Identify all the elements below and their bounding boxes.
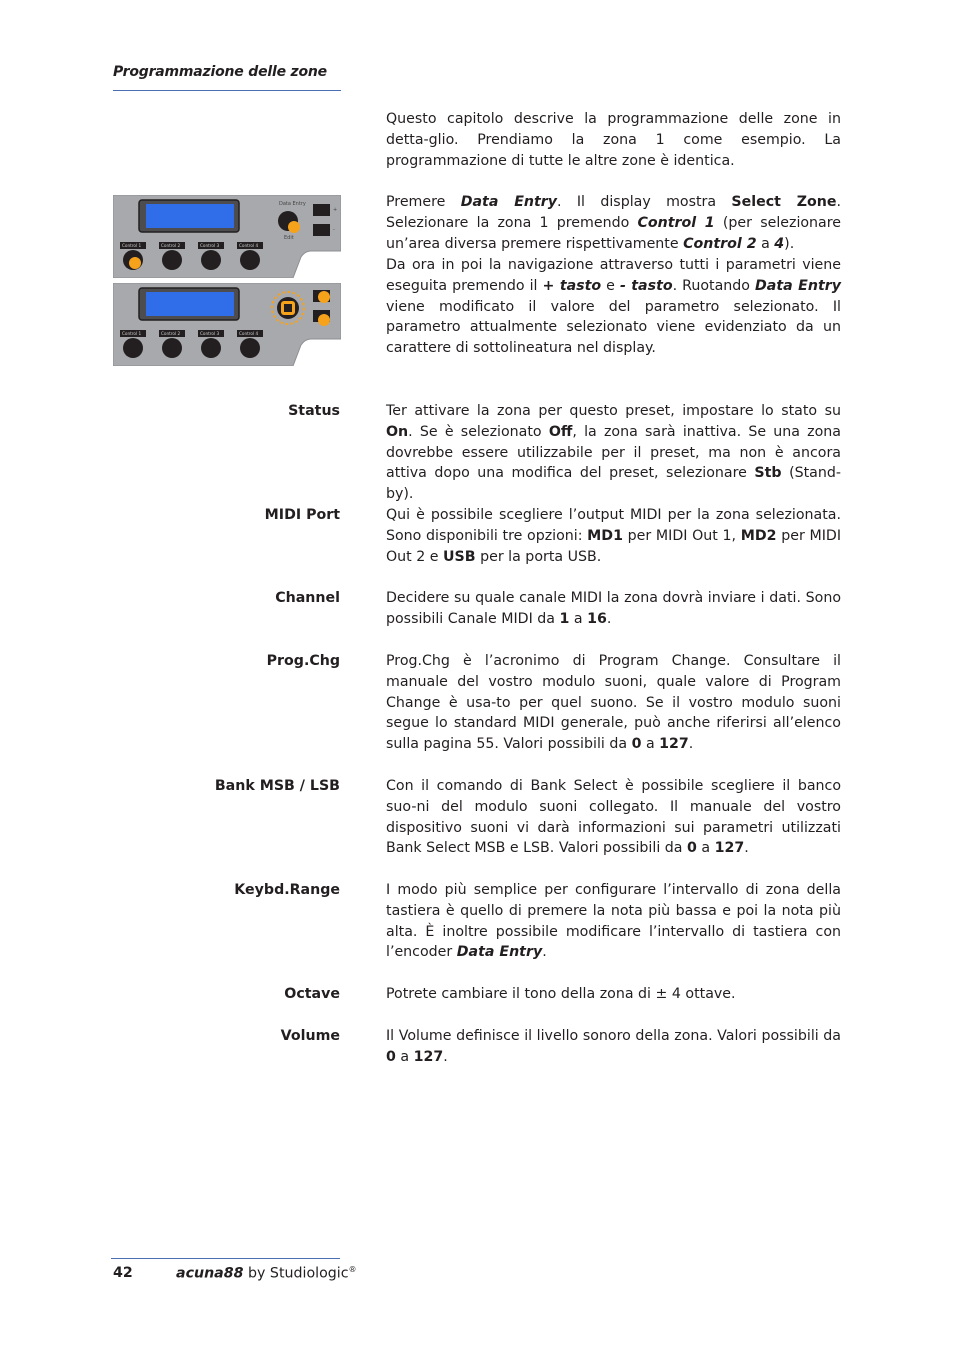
text-run: Il Volume definisce il livello sonoro della zona. Valori possibili da — [386, 1028, 841, 1044]
svg-text:+: + — [333, 207, 338, 213]
intro-paragraph-1 — [386, 109, 841, 171]
text-run: 127 — [413, 1048, 444, 1065]
header-rule — [113, 90, 341, 91]
text-run: Con il comando di Bank Select è possibile scegliere il banco suo-ni del modulo suoni collegato. Il manuale del vostro dispositivo suoni vi darà informazioni sui parametri utilizzati Bank Select MSB e LSB. Valori possibili da — [386, 778, 841, 857]
text-run: MD1 — [587, 527, 623, 544]
lcd-display — [146, 204, 234, 228]
text-run: Da ora in poi la navigazione attraverso tutti i parametri viene eseguita premendo il — [386, 257, 841, 294]
text-run: . — [443, 1048, 448, 1065]
text-prog-chg — [386, 651, 841, 755]
text-run: I modo più semplice per configurare l’intervallo di zona della tastiera è quello di premere la nota più bassa e poi la nota più alta. È inoltre possibile modificare l’intervallo di tastiera con l’encoder — [386, 882, 841, 961]
text-run: a — [569, 610, 588, 627]
text-run: viene modificato il valore del parametro selezionato. Il parametro attualmente selezionato viene evidenziato da un carattere di sottolineatura nel display. — [386, 298, 841, 357]
text-run: Data Entry — [755, 277, 841, 294]
text-run: Decidere su quale canale MIDI la zona dovrà inviare i dati. Sono possibili Canale MIDI da — [386, 590, 841, 627]
text-run: Off — [548, 423, 573, 440]
label-prog-chg: Prog.Chg — [266, 653, 340, 669]
minus-button — [313, 224, 330, 236]
text-run: 0 — [386, 1048, 396, 1065]
text-run: Questo capitolo descrive la programmazione delle zone in detta-glio. Prendiamo la zona 1 come esempio. La programmazione di tutte le altre zone è identica. — [386, 111, 841, 169]
text-bank-msb-lsb — [386, 776, 841, 859]
text-run: , la zona sarà inattiva. Se una zona dovrebbe essere utilizzabile per il preset, ma non è ancora attiva dopo una modifica del preset, selezionare — [386, 423, 841, 482]
registered-mark: ® — [348, 1265, 357, 1274]
text-run: MD2 — [740, 527, 777, 544]
text-run: 0 — [686, 840, 697, 857]
text-run: a — [756, 235, 775, 252]
text-keybd-range — [386, 880, 841, 963]
svg-text:-: - — [333, 227, 335, 233]
text-run: (Stand-by). — [386, 465, 841, 503]
text-run: per MIDI Out 1, — [622, 527, 741, 544]
control-panel-illustration-top — [113, 195, 341, 278]
text-run: per MIDI Out 2 e — [386, 527, 842, 565]
svg-text:Control 1: Control 1 — [122, 243, 142, 248]
text-run: per la porta USB. — [475, 548, 602, 565]
manufacturer: by Studiologic — [243, 1265, 349, 1282]
text-status — [386, 401, 841, 505]
text-run: . Selezionare la zona 1 premendo — [386, 194, 841, 231]
text-run: Premere — [386, 194, 461, 210]
svg-text:Control 3: Control 3 — [200, 243, 220, 248]
text-run: . — [606, 610, 612, 627]
text-run: . Il display mostra — [557, 194, 732, 210]
label-keybd-range: Keybd.Range — [234, 882, 340, 898]
svg-text:Control 4: Control 4 — [239, 331, 259, 336]
text-run: . — [542, 944, 547, 961]
text-run: On — [386, 423, 409, 440]
text-run: 127 — [659, 736, 689, 753]
text-channel — [386, 588, 841, 630]
text-run: a — [641, 736, 660, 753]
text-run: 16 — [587, 610, 607, 627]
text-run: Ter attivare la zona per questo preset, impostare lo stato su — [386, 403, 841, 419]
text-run: Qui è possibile scegliere l’output MIDI per la zona selezionata. Sono disponibili tre opzioni: — [386, 507, 841, 544]
text-run: ). — [784, 235, 795, 252]
text-run: + tasto — [542, 277, 602, 294]
text-run: - tasto — [619, 277, 673, 294]
footer-rule — [111, 1258, 340, 1259]
text-run: . — [688, 736, 694, 753]
svg-text:Control 1: Control 1 — [122, 331, 142, 336]
text-run: 127 — [714, 840, 745, 857]
footer-brand — [176, 1265, 357, 1282]
text-run: Select Zone — [731, 194, 837, 210]
label-volume: Volume — [280, 1028, 340, 1044]
intro-paragraph-2 — [386, 192, 841, 254]
text-run: Stb — [754, 465, 782, 482]
text-midi-port — [386, 505, 841, 567]
label-bank-msb-lsb: Bank MSB / LSB — [214, 778, 340, 794]
text-run: 0 — [631, 736, 642, 753]
page-number: 42 — [113, 1265, 133, 1281]
text-run: . Ruotando — [672, 277, 755, 294]
text-run: a — [395, 1048, 414, 1065]
product-name: acuna88 — [176, 1265, 244, 1282]
section-title: Programmazione delle zone — [113, 64, 327, 80]
text-run: a — [696, 840, 715, 857]
text-run: Control 2 — [683, 235, 757, 252]
text-run: USB — [443, 548, 476, 565]
svg-text:Control 3: Control 3 — [200, 331, 220, 336]
svg-text:Control 2: Control 2 — [161, 243, 181, 248]
data-entry-caption: Data Entry — [279, 201, 306, 207]
text-run: Data Entry — [456, 944, 543, 961]
text-run: Data Entry — [460, 194, 558, 210]
intro-paragraph-3 — [386, 255, 841, 359]
text-volume — [386, 1026, 841, 1068]
text-run: (per selezionare un’area diversa premere rispettivamente — [386, 214, 841, 252]
label-octave: Octave — [284, 986, 340, 1002]
edit-caption: Edit — [284, 235, 294, 241]
label-midi-port: MIDI Port — [264, 507, 340, 523]
text-run: . Se è selezionato — [408, 423, 549, 440]
text-run: e — [601, 277, 620, 294]
label-status: Status — [288, 403, 340, 419]
text-run: Control 1 — [637, 214, 715, 231]
label-channel: Channel — [275, 590, 340, 606]
text-run: Prog.Chg è l’acronimo di Program Change. Consultare il manuale del vostro modulo suoni, quale valore di Program Change è usa-to per quel suono. Se il vostro modulo suoni segue lo standard MIDI generale, può anche riferirsi all’elenco sulla pagina 55. Valori possibili da — [386, 653, 841, 753]
text-run: Potrete cambiare il tono della zona di ± 4 ottave. — [386, 986, 736, 1002]
plus-button — [313, 204, 330, 216]
text-octave — [386, 984, 841, 1005]
text-run: 1 — [559, 610, 570, 627]
svg-text:Control 4: Control 4 — [239, 243, 259, 248]
text-run: 4 — [774, 235, 785, 252]
svg-text:Control 2: Control 2 — [161, 331, 181, 336]
text-run: . — [744, 840, 749, 857]
control-panel-illustration-bottom — [113, 283, 341, 366]
